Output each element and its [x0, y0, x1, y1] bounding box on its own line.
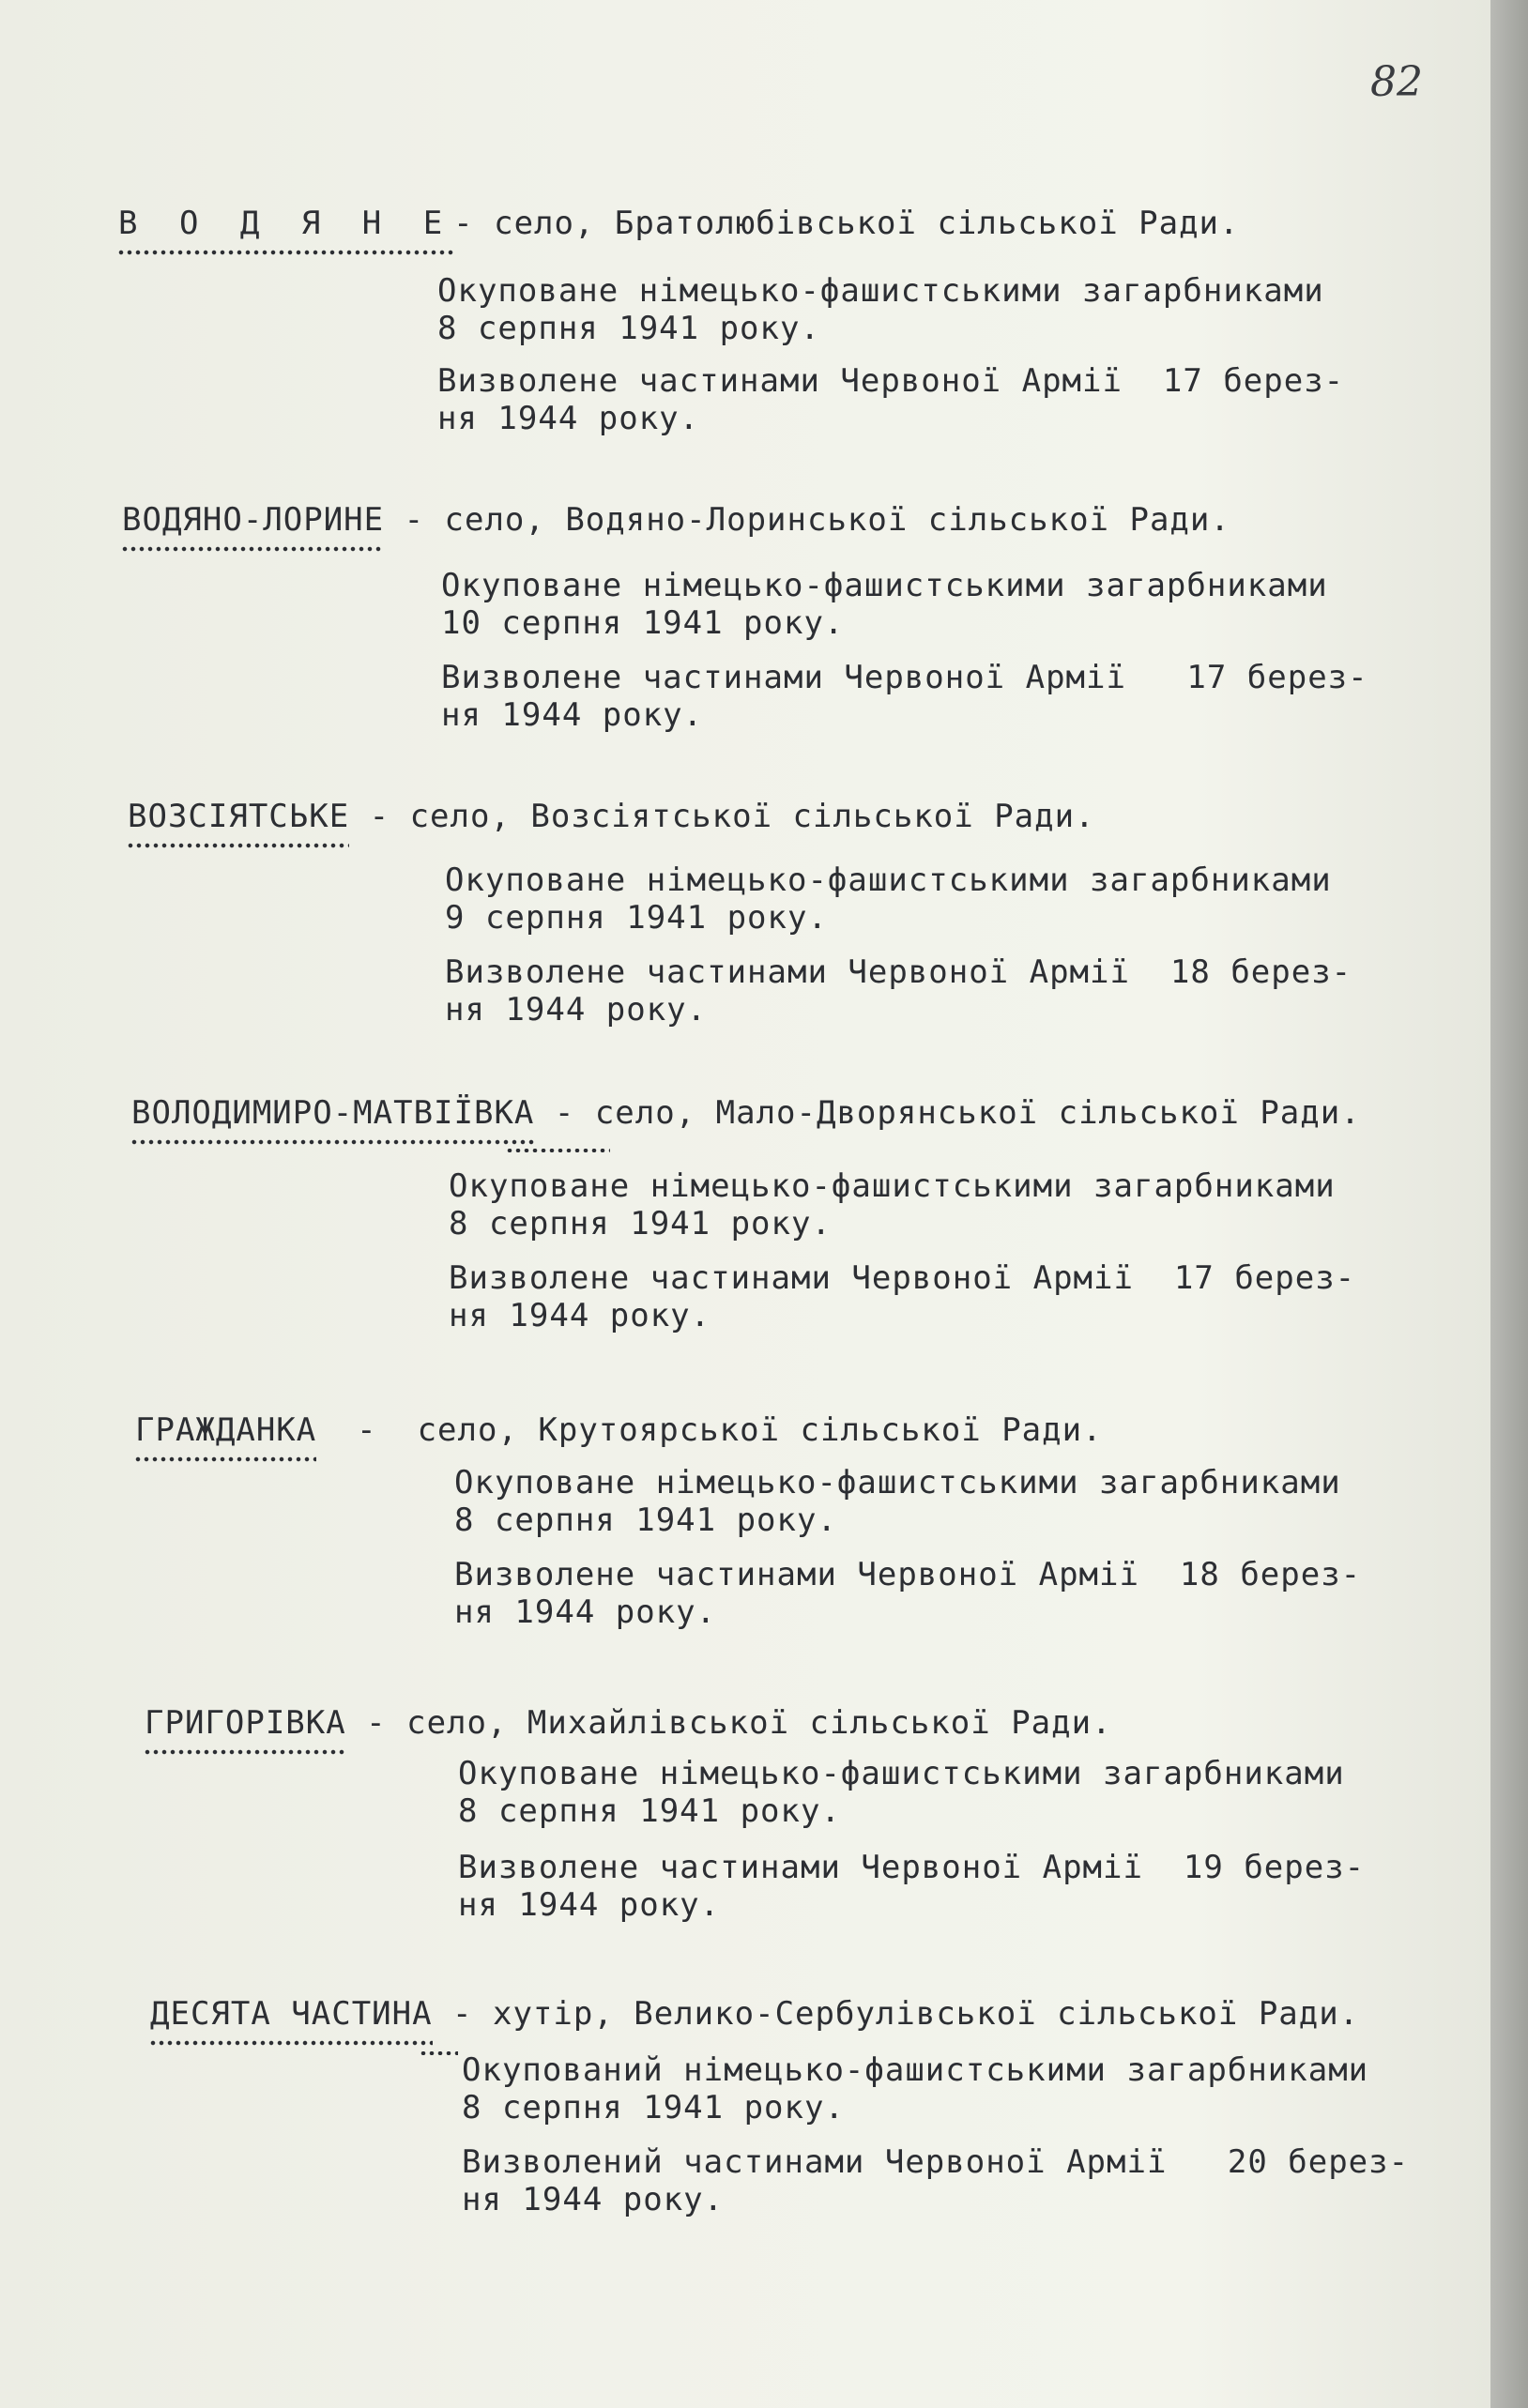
entry-head: - село, Мало-Дворянської сільської Ради. — [534, 1094, 1361, 1132]
entry-occupied-line-2: 8 серпня 1941 року. — [454, 1501, 837, 1539]
entry-heading — [128, 798, 1095, 839]
entry-liberated-line-2: ня 1944 року. — [449, 1297, 711, 1334]
entry-occupied-line-1: Окуповане німецько-фашистськими загарбниками — [458, 1755, 1345, 1792]
entry-head: - село, Возсіятської сільської Ради. — [349, 798, 1095, 835]
entry-liberated-line-1: Визволене частинами Червоної Армії 18 берез- — [445, 953, 1352, 991]
entry-occupied-line-1: Окуповане німецько-фашистськими загарбниками — [454, 1464, 1341, 1501]
entry-liberated-line-2: ня 1944 року. — [462, 2181, 725, 2218]
entry-head: - хутір, Велико-Сербулівської сільської Ради. — [432, 1995, 1360, 2033]
entry-name: ГРАЖДАНКА — [135, 1411, 316, 1453]
entry-heading — [150, 1995, 1359, 2036]
name-underline-extension — [507, 1149, 610, 1152]
entry-heading — [135, 1411, 1103, 1453]
entry-liberated-line-1: Визволене частинами Червоної Армії 17 берез- — [449, 1259, 1356, 1297]
entry-head: - село, Братолюбівської сільської Ради. — [453, 205, 1240, 242]
entry-name: ГРИГОРІВКА — [145, 1704, 346, 1745]
entry-occupied-line-1: Окуповане німецько-фашистськими загарбниками — [441, 567, 1328, 604]
entry-liberated-line-2: ня 1944 року. — [445, 991, 708, 1029]
entry-occupied-line-2: 8 серпня 1941 року. — [449, 1205, 832, 1242]
entry-name: ВОДЯНО-ЛОРИНЕ — [122, 501, 384, 542]
entry-occupied-line-1: Окуповане німецько-фашистськими загарбниками — [437, 272, 1324, 310]
entry-name: ВОЗСІЯТСЬКЕ — [128, 798, 349, 839]
entry-name: В О Д Я Н Е — [118, 205, 453, 246]
entry-occupied-line-1: Окуповане німецько-фашистськими загарбниками — [449, 1167, 1336, 1205]
entry-liberated-line-1: Визволене частинами Червоної Армії 18 берез- — [454, 1556, 1362, 1593]
entry-head: - село, Водяно-Лоринської сільської Ради. — [384, 501, 1230, 539]
entry-liberated-line-1: Визволене частинами Червоної Армії 19 берез- — [458, 1849, 1366, 1886]
entry-heading — [122, 501, 1230, 542]
entry-heading — [118, 205, 1240, 246]
entry-heading — [145, 1704, 1112, 1745]
entry-occupied-line-1: Окупований німецько-фашистськими загарбниками — [462, 2051, 1369, 2089]
entry-head: - село, Крутоярської сільської Ради. — [316, 1411, 1103, 1449]
entry-liberated-line-2: ня 1944 року. — [437, 400, 700, 437]
entry-occupied-line-2: 10 серпня 1941 року. — [441, 604, 845, 642]
name-underline-extension — [420, 2051, 458, 2055]
entry-heading — [131, 1094, 1361, 1135]
entry-occupied-line-1: Окуповане німецько-фашистськими загарбниками — [445, 861, 1332, 899]
entry-name: ВОЛОДИМИРО-МАТВІЇВКА — [131, 1094, 534, 1135]
entry-liberated-line-2: ня 1944 року. — [441, 696, 704, 734]
entry-occupied-line-2: 8 серпня 1941 року. — [458, 1792, 841, 1830]
entry-liberated-line-1: Визволене частинами Червоної Армії 17 берез- — [441, 659, 1368, 696]
entry-occupied-line-2: 9 серпня 1941 року. — [445, 899, 828, 937]
entry-liberated-line-1: Визволене частинами Червоної Армії 17 берез- — [437, 362, 1345, 400]
entry-liberated-line-2: ня 1944 року. — [458, 1886, 721, 1924]
entry-name: ДЕСЯТА ЧАСТИНА — [150, 1995, 433, 2036]
entry-occupied-line-2: 8 серпня 1941 року. — [437, 310, 820, 347]
page-edge-shadow — [1490, 0, 1528, 2408]
page-number: 82 — [1370, 58, 1423, 106]
entry-occupied-line-2: 8 серпня 1941 року. — [462, 2089, 845, 2126]
entry-liberated-line-2: ня 1944 року. — [454, 1593, 717, 1631]
entry-head: - село, Михайлівської сільської Ради. — [345, 1704, 1112, 1742]
entry-liberated-line-1: Визволений частинами Червоної Армії 20 берез- — [462, 2143, 1410, 2181]
